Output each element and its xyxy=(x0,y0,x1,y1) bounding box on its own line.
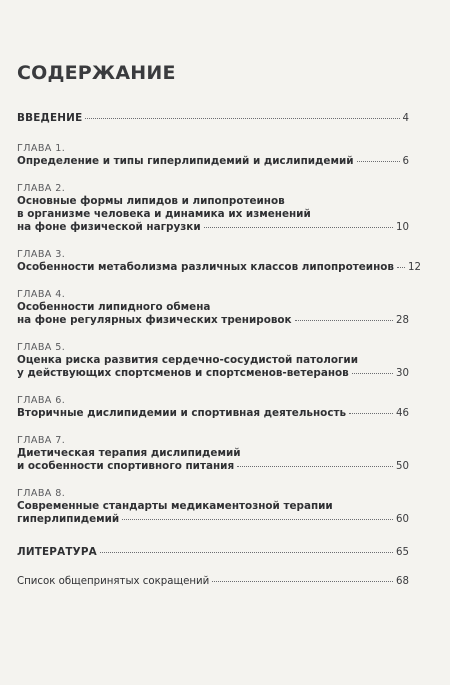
toc-line xyxy=(17,354,409,367)
toc-line xyxy=(17,208,409,221)
toc-line xyxy=(17,221,409,234)
chapter-label: ГЛАВА 5. xyxy=(17,342,66,353)
chapter-label: ГЛАВА 6. xyxy=(17,395,66,406)
dot-leader xyxy=(212,581,393,582)
toc-entry-title: Вторичные дислипидемии и спортивная деятельность xyxy=(17,407,347,419)
toc-entry-chapter-3[interactable] xyxy=(17,249,421,274)
toc-entry-introduction[interactable] xyxy=(17,112,409,125)
toc-line xyxy=(17,155,409,168)
toc-entry-title: у действующих спортсменов и спортсменов-ветеранов xyxy=(17,367,349,379)
toc-page-number: 4 xyxy=(402,113,409,124)
toc-entry-title: ВВЕДЕНИЕ xyxy=(17,112,83,124)
toc-line xyxy=(17,447,409,460)
dot-leader xyxy=(357,161,400,162)
toc-page-number: 30 xyxy=(396,368,409,379)
toc-entry-chapter-8[interactable] xyxy=(17,488,409,526)
toc-page-number: 65 xyxy=(396,547,409,558)
toc-entry-title: гиперлипидемий xyxy=(17,513,120,525)
toc-entry-title: Основные формы липидов и липопротеинов xyxy=(17,195,285,207)
toc-line xyxy=(17,500,409,513)
toc-line xyxy=(17,546,409,559)
toc-page-number: 46 xyxy=(396,408,409,419)
toc-page-number: 10 xyxy=(396,222,409,233)
dot-leader xyxy=(237,466,393,467)
toc-entry-title: Определение и типы гиперлипидемий и дислипидемий xyxy=(17,155,354,167)
toc-entry-title: Современные стандарты медикаментозной терапии xyxy=(17,500,333,512)
toc-line xyxy=(17,195,409,208)
toc-entry-title: в организме человека и динамика их изменений xyxy=(17,208,311,220)
toc-page-number: 68 xyxy=(396,576,409,587)
toc-entry-chapter-2[interactable] xyxy=(17,183,409,234)
dot-leader xyxy=(352,373,393,374)
chapter-label: ГЛАВА 8. xyxy=(17,488,66,499)
toc-line xyxy=(17,112,409,125)
dot-leader xyxy=(397,267,405,268)
toc-line xyxy=(17,575,409,588)
toc-entry-chapter-6[interactable] xyxy=(17,395,409,420)
chapter-label: ГЛАВА 2. xyxy=(17,183,66,194)
toc-entry-references[interactable] xyxy=(17,546,409,559)
chapter-label: ГЛАВА 1. xyxy=(17,143,66,154)
chapter-label: ГЛАВА 4. xyxy=(17,289,66,300)
toc-entry-title: Особенности липидного обмена xyxy=(17,301,211,313)
toc-entry-chapter-1[interactable] xyxy=(17,143,409,168)
toc-entry-title: на фоне физической нагрузки xyxy=(17,221,201,233)
toc-page-number: 28 xyxy=(396,315,409,326)
toc-line xyxy=(17,513,409,526)
dot-leader xyxy=(85,118,399,119)
toc-entry-chapter-7[interactable] xyxy=(17,435,409,473)
toc-page-number: 6 xyxy=(402,156,409,167)
dot-leader xyxy=(349,413,393,414)
toc-entry-title: ЛИТЕРАТУРА xyxy=(17,546,97,558)
toc-line xyxy=(17,460,409,473)
toc-line xyxy=(17,314,409,327)
dot-leader xyxy=(122,519,393,520)
dot-leader xyxy=(100,552,393,553)
toc-line xyxy=(17,301,409,314)
toc-entry-title: Оценка риска развития сердечно-сосудистой патологии xyxy=(17,354,358,366)
toc-page-number: 12 xyxy=(407,262,421,273)
toc-entry-title: Диетическая терапия дислипидемий xyxy=(17,447,241,459)
toc-entry-abbreviations[interactable] xyxy=(17,575,409,588)
toc-page-number: 50 xyxy=(396,461,409,472)
dot-leader xyxy=(295,320,393,321)
toc-entry-chapter-5[interactable] xyxy=(17,342,409,380)
toc-line xyxy=(17,367,409,380)
toc-line xyxy=(17,407,409,420)
toc-entry-title: Список общепринятых сокращений xyxy=(17,576,210,587)
toc-entry-chapter-4[interactable] xyxy=(17,289,409,327)
toc-entry-title: на фоне регулярных физических тренировок xyxy=(17,314,292,326)
dot-leader xyxy=(204,227,393,228)
toc-entry-title: Особенности метаболизма различных классов липопротеинов xyxy=(17,261,394,273)
page-title: СОДЕРЖАНИЕ xyxy=(17,62,176,84)
toc-entry-title: и особенности спортивного питания xyxy=(17,460,235,472)
chapter-label: ГЛАВА 7. xyxy=(17,435,66,446)
toc-line xyxy=(17,261,421,274)
table-of-contents xyxy=(17,112,421,588)
toc-page-number: 60 xyxy=(396,514,409,525)
chapter-label: ГЛАВА 3. xyxy=(17,249,66,260)
